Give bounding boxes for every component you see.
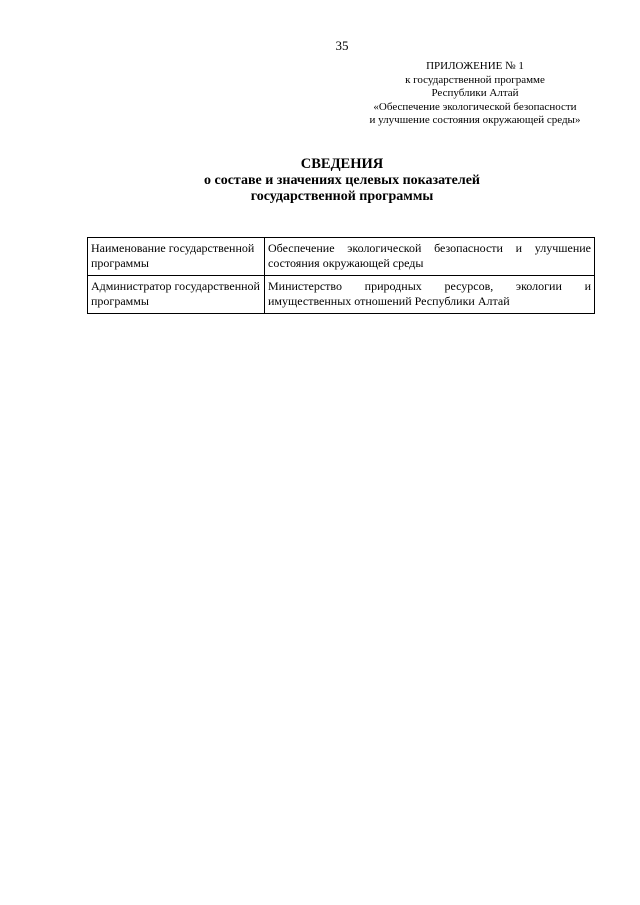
page-number: 35 (335, 38, 349, 53)
appendix-line: ПРИЛОЖЕНИЕ № 1 (426, 60, 524, 72)
heading-subtitle-line: о составе и значениях целевых показателей (203, 172, 480, 188)
document-heading (40, 156, 640, 206)
program-info-table (87, 237, 595, 314)
row-value: Обеспечение экологической безопасности и улучшение состояния окружающей среды (265, 238, 595, 276)
row-label: Наименование государственной программы (88, 238, 265, 276)
table-row (88, 276, 595, 314)
heading-title: СВЕДЕНИЯ (300, 156, 384, 172)
appendix-line: «Обеспечение экологической безопасности (373, 100, 577, 113)
row-label: Администратор государственной программы (88, 276, 265, 314)
appendix-block (330, 60, 620, 128)
table-row (88, 238, 595, 276)
row-value: Министерство природных ресурсов, экологии и имущественных отношений Республики Алтай (265, 276, 595, 314)
appendix-line: и улучшение состояния окружающей среды» (369, 114, 581, 127)
appendix-line: к государственной программе (405, 73, 545, 86)
appendix-line: Республики Алтай (431, 87, 519, 100)
heading-subtitle-line: государственной программы (250, 189, 434, 204)
